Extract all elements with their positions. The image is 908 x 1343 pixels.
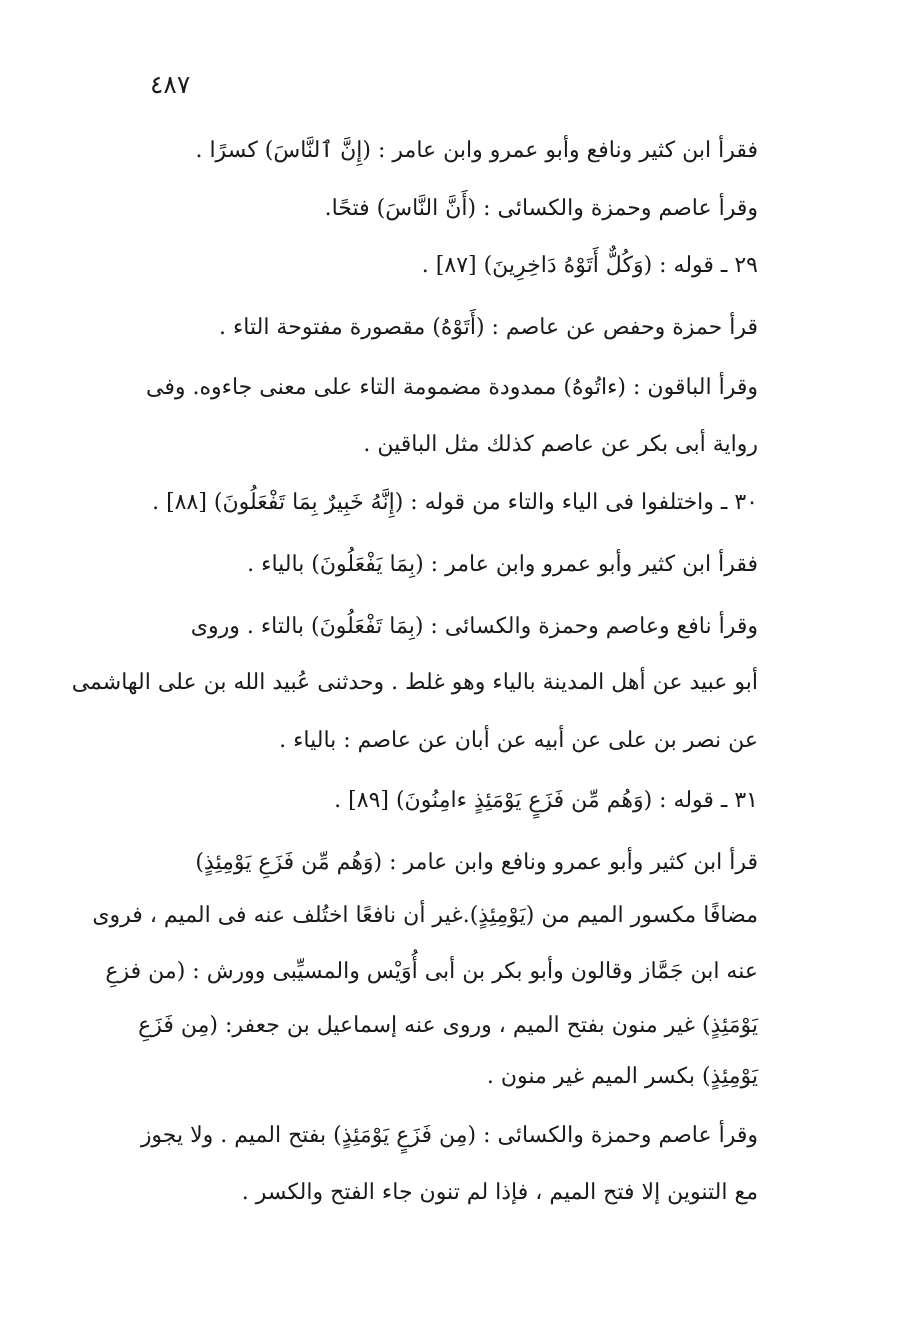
text-line: قرأ حمزة وحفص عن عاصم : (أَتَوْهُ) مقصورة مفتوحة التاء . [218, 315, 758, 340]
text-line: فقرأ ابن كثير وأبو عمرو وابن عامر : (بِمَا يَفْعَلُونَ) بالياء . [247, 552, 758, 577]
text-line: فقرأ ابن كثير ونافع وأبو عمرو وابن عامر : (إِنَّ ٱلنَّاسَ) كسرًا . [195, 138, 758, 163]
text-line: عن نصر بن على عن أبيه عن أبان عن عاصم : بالياء . [279, 728, 758, 753]
text-line: أبو عبيد عن أهل المدينة بالياء وهو غلط . وحدثنى عُبيد الله بن على الهاشمى [71, 670, 758, 695]
text-line: وقرأ عاصم وحمزة والكسائى : (أَنَّ النَّاسَ) فتحًا. [324, 196, 758, 221]
text-line: وقرأ عاصم وحمزة والكسائى : (مِن فَزَعٍ يَوْمَئِذٍ) بفتح الميم . ولا يجوز [140, 1123, 758, 1148]
text-line: ٣١ ـ قوله : (وَهُم مِّن فَزَعٍ يَوْمَئِذٍ ءامِنُونَ) [٨٩] . [334, 788, 758, 813]
text-line: ٢٩ ـ قوله : (وَكُلٌّ أَتَوْهُ دَاخِرِينَ) [٨٧] . [421, 253, 758, 278]
text-line: مع التنوين إلا فتح الميم ، فإذا لم تنون جاء الفتح والكسر . [241, 1180, 758, 1205]
page-number: ٤٨٧ [150, 70, 191, 99]
text-line: وقرأ الباقون : (ءاتُوهُ) ممدودة مضمومة التاء على معنى جاءوه. وفى [146, 375, 758, 400]
text-line: مضافًا مكسور الميم من (يَوْمِئِذٍ).غير أن نافعًا اختُلف عنه فى الميم ، فروى [92, 903, 758, 928]
text-line: ٣٠ ـ واختلفوا فى الياء والتاء من قوله : (إِنَّهُ خَبِيرٌ بِمَا تَفْعَلُونَ) [٨٨] . [152, 490, 758, 515]
text-line: وقرأ نافع وعاصم وحمزة والكسائى : (بِمَا تَفْعَلُونَ) بالتاء . وروى [190, 614, 758, 639]
text-line: عنه ابن جَمَّاز وقالون وأبو بكر بن أبى أُوَيْس والمسيِّبى وورش : (من فزعِ [105, 959, 758, 984]
text-line: رواية أبى بكر عن عاصم كذلك مثل الباقين . [363, 432, 758, 457]
text-line: قرأ ابن كثير وأبو عمرو ونافع وابن عامر : (وَهُم مِّن فَزَعِ يَوْمِئِذٍ) [195, 850, 758, 875]
text-line: يَوْمِئِذٍ) بكسر الميم غير منون . [486, 1064, 758, 1089]
text-line: يَوْمَئِذٍ) غير منون بفتح الميم ، وروى عنه إسماعيل بن جعفر: (مِن فَزَعِ [138, 1013, 758, 1038]
